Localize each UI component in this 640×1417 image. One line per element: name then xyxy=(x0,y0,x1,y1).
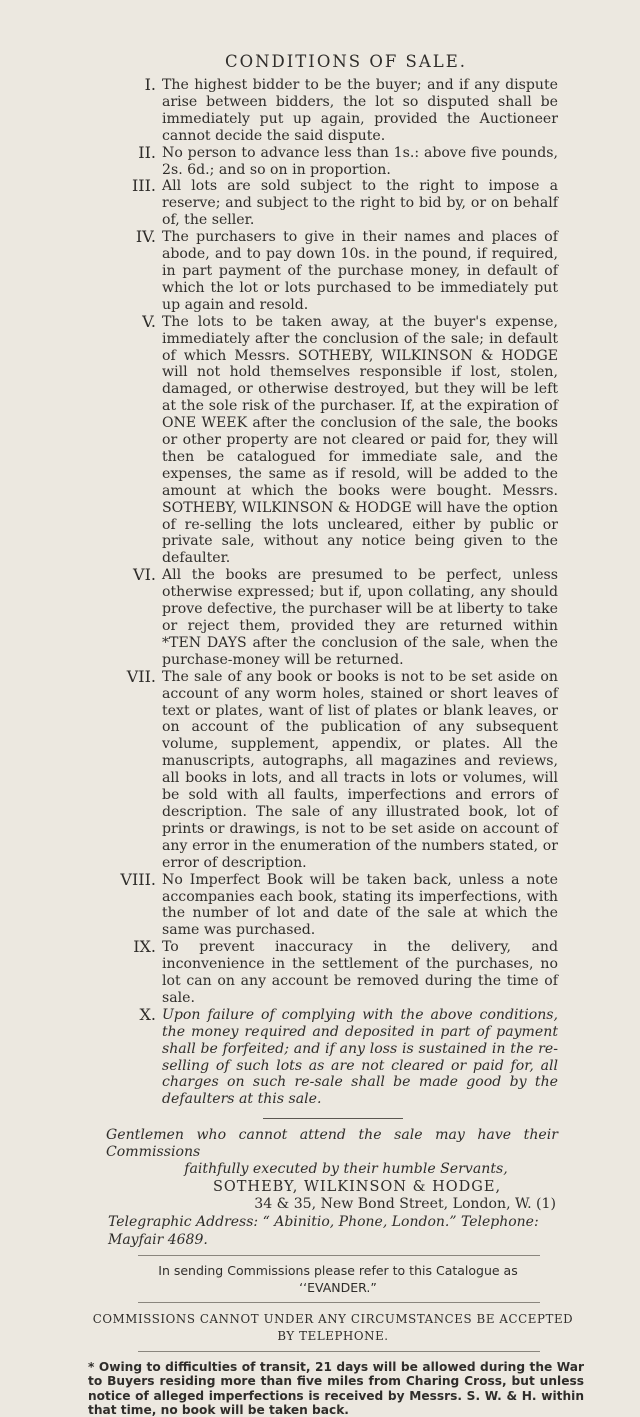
conditions-list xyxy=(108,77,558,1108)
closing-line: Gentlemen who cannot attend the sale may have their Commissions xyxy=(106,1127,558,1161)
condition-item xyxy=(100,311,558,568)
firm-address: 34 & 35, New Bond Street, London, W. (1) xyxy=(254,1196,556,1213)
condition-text: The highest bidder to be the buyer; and if any dispute arise between bidders, the lot so disputed shall be immediately put up again, provided the Auctioneer cannot decide the said dispute. xyxy=(162,77,558,144)
divider xyxy=(138,1302,540,1303)
page-title: CONDITIONS OF SALE. xyxy=(224,52,468,71)
firm-name: SOTHEBY, WILKINSON & HODGE, xyxy=(212,1179,502,1196)
telephone-notice: COMMISSIONS CANNOT UNDER ANY CIRCUMSTANCES BE ACCEPTED BY TELEPHONE. xyxy=(92,1312,574,1344)
condition-item xyxy=(100,666,558,872)
condition-text: All lots are sold subject to the right to impose a reserve; and subject to the right to bid by, or on behalf of, the seller. xyxy=(162,178,558,229)
closing-signoff: faithfully executed by their humble Servants, xyxy=(184,1161,508,1178)
condition-item xyxy=(100,567,558,668)
condition-number: X. xyxy=(139,1004,156,1024)
divider xyxy=(138,1255,540,1256)
telegraphic-address: Telegraphic Address: “ Abinitio, Phone, London.” Telephone: Mayfair 4689. xyxy=(108,1214,539,1249)
condition-item xyxy=(100,1004,558,1108)
divider xyxy=(138,1351,540,1352)
condition-item xyxy=(100,142,558,179)
condition-text: No Imperfect Book will be taken back, unless a note accompanies each book, stating its imperfections, with the number of lot and date of the sale at which the same was purchased. xyxy=(162,871,558,939)
condition-number: IX. xyxy=(133,937,156,957)
condition-number: VII. xyxy=(126,666,156,686)
condition-text: All the books are presumed to be perfect, unless otherwise expressed; but if, upon collating, any should prove defective, the purchaser will be at liberty to take or reject them, provided they are returned within *TEN DAYS after the conclusion of the sale, when the purchase-money will be returned. xyxy=(162,567,558,668)
condition-item xyxy=(100,77,558,145)
condition-item xyxy=(100,939,558,1007)
divider xyxy=(263,1118,403,1119)
condition-text: The lots to be taken away, at the buyer's expense, immediately after the conclusion of the sale; in default of which Messrs. SOTHEBY, WILKINSON & HODGE will not hold themselves responsible if lost, stolen, damaged, or otherwise destroyed, but they will be left at the sole risk of the purchaser. If, at the expiration of ONE WEEK after the conclusion of the sale, the books or other property are not cleared or paid for, they will then be catalogued for immediate sale, and the expenses, the same as if resold, will be added to the amount at which the books were bought. Messrs. SOTHEBY, WILKINSON & HODGE will have the option of re-selling the lots uncleared, either by public or private sale, without any notice being given to the defaulter. xyxy=(162,313,558,567)
transit-footnote: * Owing to difficulties of transit, 21 days will be allowed during the War to Buyers residing more than five miles from Charing Cross, but unless notice of alleged imperfections is received by Messrs. S. W. & H. within that time, no book will be taken back. xyxy=(88,1360,584,1417)
condition-text: The purchasers to give in their names and places of abode, and to pay down 10s. in the pound, if required, in part payment of the purchase money, in default of which the lot or lots purchased to be immediately put up again and resold. xyxy=(162,229,558,313)
condition-number: V. xyxy=(142,311,156,331)
condition-number: III. xyxy=(131,176,156,196)
condition-number: VI. xyxy=(133,565,156,585)
condition-item xyxy=(100,869,558,940)
condition-number: VIII. xyxy=(120,869,156,889)
condition-item xyxy=(100,178,558,229)
condition-text: To prevent inaccuracy in the delivery, and inconvenience in the settlement of the purchases, no lot can on any account be removed during the time of sale. xyxy=(162,939,558,1006)
condition-text: Upon failure of complying with the above conditions, the money required and deposited in part of payment shall be forfeited; and if any loss is sustained in the re-selling of such lots as are not cleared or paid for, all charges on such re-sale shall be made good by the defaulters at this sale. xyxy=(162,1006,558,1108)
condition-number: I. xyxy=(144,75,156,94)
condition-text: No person to advance less than 1s.: above five pounds, 2s. 6d.; and so on in proportion. xyxy=(162,144,558,178)
condition-number: II. xyxy=(138,142,156,162)
condition-text: The sale of any book or books is not to be set aside on account of any worm holes, stained or short leaves of text or plates, want of list of plates or blank leaves, or on account of the publication of any subsequent volume, supplement, appendix, or plates. All the manuscripts, autographs, all magazines and reviews, all books in lots, and all tracts in lots or volumes, will be sold with all faults, imperfections and errors of description. The sale of any illustrated book, lot of prints or drawings, is not to be set aside on account of any error in the enumeration of the numbers stated, or error of description. xyxy=(162,668,558,871)
condition-item xyxy=(100,229,558,314)
condition-number: IV. xyxy=(135,227,156,247)
commission-note: In sending Commissions please refer to this Catalogue as ‘‘EVANDER.” xyxy=(158,1263,518,1296)
